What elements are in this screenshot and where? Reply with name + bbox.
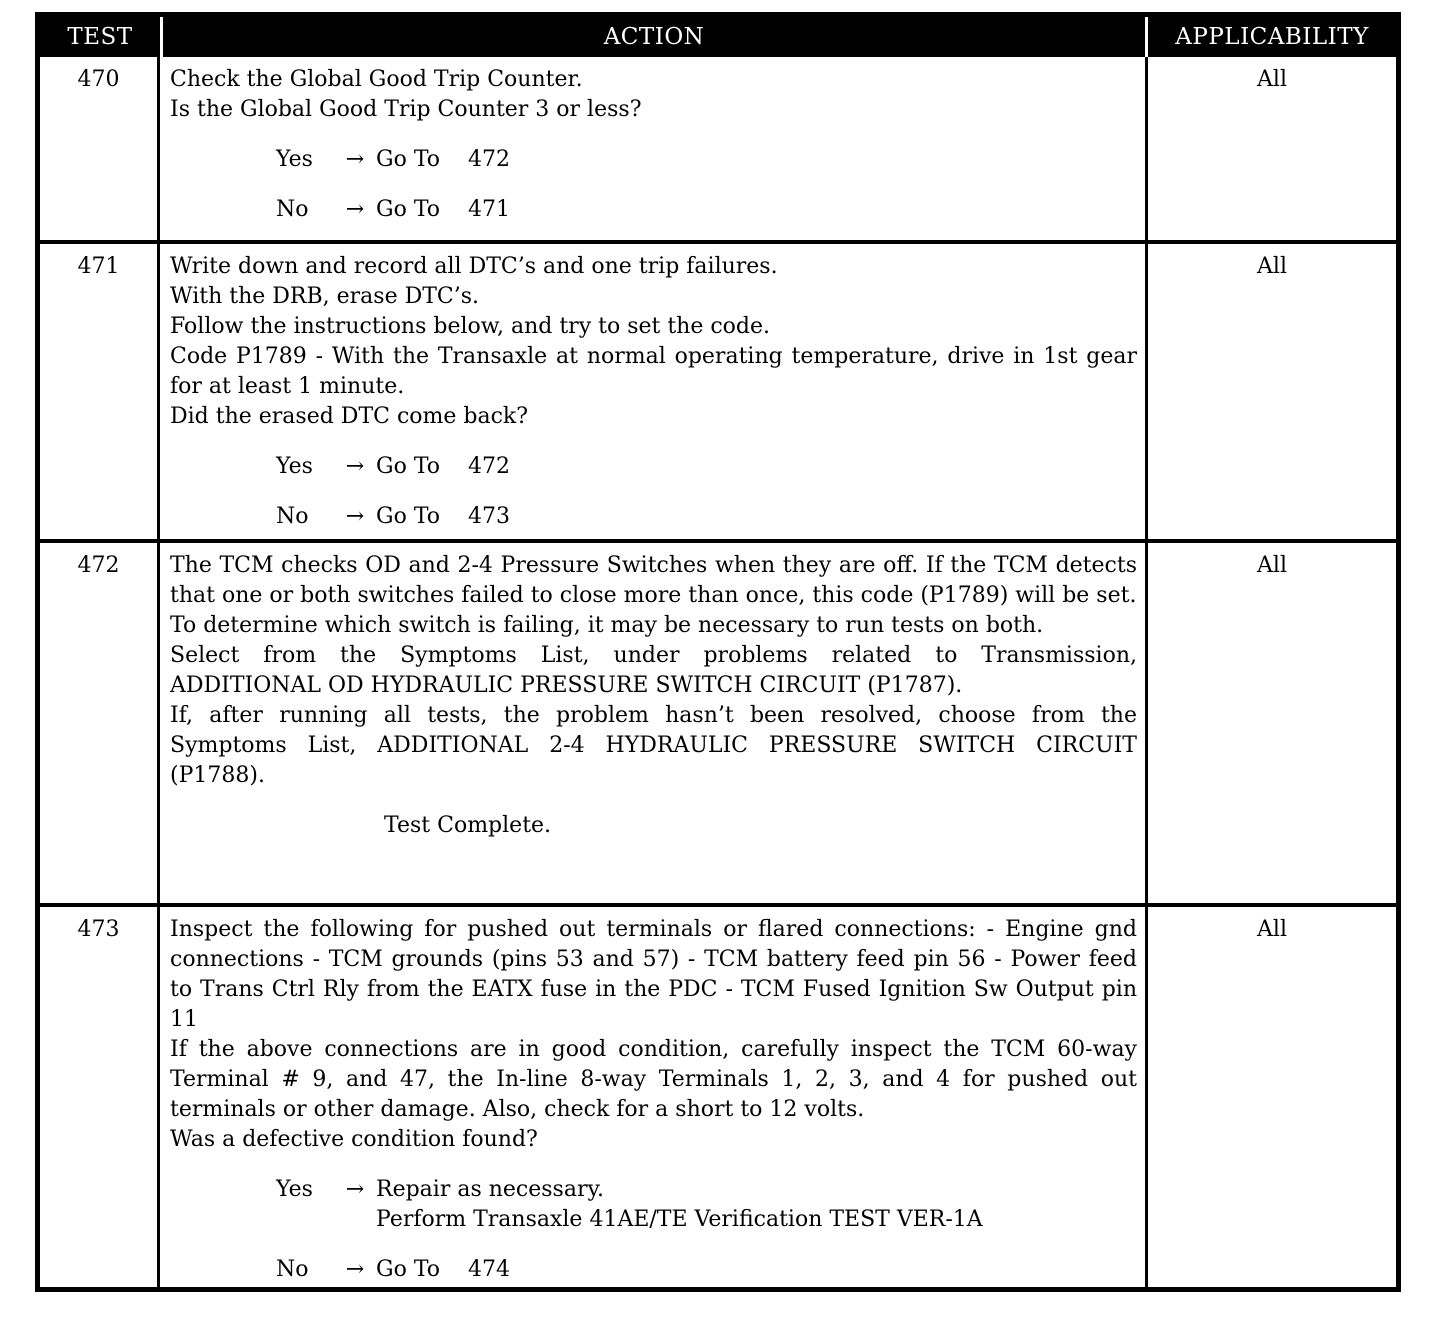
- yes-branch: [276, 452, 1137, 482]
- goto-target: 472: [468, 147, 510, 172]
- applicability: All: [1148, 903, 1396, 1287]
- goto-target: 473: [468, 504, 510, 529]
- action-line: With the DRB, erase DTC’s.: [170, 284, 480, 309]
- no-branch: [276, 502, 1137, 532]
- yes-action-1: Repair as necessary.: [376, 1177, 604, 1202]
- yes-action-2: Perform Transaxle 41AE/TE Verification TEST VER-1A: [376, 1207, 983, 1232]
- test-complete: Test Complete.: [384, 813, 552, 838]
- yes-actions: [376, 1175, 983, 1235]
- goto-label: Go To: [376, 1257, 441, 1282]
- yes-branch: [276, 1175, 1137, 1235]
- no-label: No: [276, 1257, 309, 1282]
- action-line: Select from the Symptoms List, under problems related to Transmission, ADDITIONAL OD HYDRAULIC PRESSURE SWITCH CIRCUIT (P1787).: [170, 643, 1137, 698]
- applicability: All: [1257, 67, 1287, 92]
- yes-branch: [276, 145, 1137, 175]
- action-cell: [160, 57, 1148, 240]
- action-line: Code P1789 - With the Transaxle at normal operating temperature, drive in 1st gear for at least 1 minute.: [170, 344, 1137, 399]
- goto-target: 471: [468, 197, 510, 222]
- action-cell: [160, 240, 1148, 539]
- action-cell: [160, 539, 1148, 903]
- goto-label: Go To: [376, 504, 441, 529]
- header-test: TEST: [40, 17, 160, 57]
- goto-label: Go To: [376, 197, 441, 222]
- applicability: All: [1148, 539, 1396, 903]
- action-line: If the above connections are in good condition, carefully inspect the TCM 60-way Terminal # 9, and 47, the In-line 8-way Terminals 1, 2, 3, and 4 for pushed out terminals or other damage. Also, check for a short to 12 volts.: [170, 1037, 1137, 1122]
- goto-target: 474: [468, 1257, 510, 1282]
- yes-label: Yes: [276, 147, 313, 172]
- arrow-icon: →: [345, 1177, 365, 1202]
- action-line: Inspect the following for pushed out terminals or flared connections: - Engine gnd connections - TCM grounds (pins 53 and 57) - TCM battery feed pin 56 - Power feed to Trans Ctrl Rly from the EATX fuse in the PDC - TCM Fused Ignition Sw Output pin 11: [170, 917, 1137, 1032]
- arrow-icon: →: [345, 504, 365, 529]
- goto-label: Go To: [376, 147, 441, 172]
- diagnostic-table: [35, 12, 1401, 1292]
- action-line: Check the Global Good Trip Counter.: [170, 67, 583, 92]
- arrow-icon: →: [345, 197, 365, 222]
- no-branch: [276, 195, 1137, 225]
- no-label: No: [276, 197, 309, 222]
- yes-label: Yes: [276, 1177, 313, 1202]
- header-applicability: APPLICABILITY: [1148, 17, 1396, 57]
- action-line: Follow the instructions below, and try to set the code.: [170, 314, 771, 339]
- test-number: 473: [40, 903, 160, 1287]
- action-line: Write down and record all DTC’s and one trip failures.: [170, 254, 778, 279]
- goto-label: Go To: [376, 454, 441, 479]
- action-line: The TCM checks OD and 2-4 Pressure Switches when they are off. If the TCM detects that one or both switches failed to close more than once, this code (P1789) will be set.: [170, 553, 1137, 608]
- yes-label: Yes: [276, 454, 313, 479]
- test-number: 472: [40, 539, 160, 903]
- header-action: ACTION: [160, 17, 1148, 57]
- action-line: To determine which switch is failing, it may be necessary to run tests on both.: [170, 613, 1044, 638]
- applicability: All: [1148, 240, 1396, 539]
- action-line: If, after running all tests, the problem hasn’t been resolved, choose from the Symptoms List, ADDITIONAL 2-4 HYDRAULIC PRESSURE SWITCH CIRCUIT (P1788).: [170, 703, 1137, 788]
- test-number: 471: [40, 240, 160, 539]
- action-line: Is the Global Good Trip Counter 3 or less?: [170, 97, 642, 122]
- action-cell: [160, 903, 1148, 1287]
- goto-target: 472: [468, 454, 510, 479]
- no-label: No: [276, 504, 309, 529]
- action-line: Was a defective condition found?: [170, 1127, 538, 1152]
- arrow-icon: →: [345, 147, 365, 172]
- no-branch: [276, 1255, 1137, 1285]
- arrow-icon: →: [345, 1257, 365, 1282]
- test-number: 470: [40, 57, 160, 240]
- arrow-icon: →: [345, 454, 365, 479]
- action-line: Did the erased DTC come back?: [170, 404, 529, 429]
